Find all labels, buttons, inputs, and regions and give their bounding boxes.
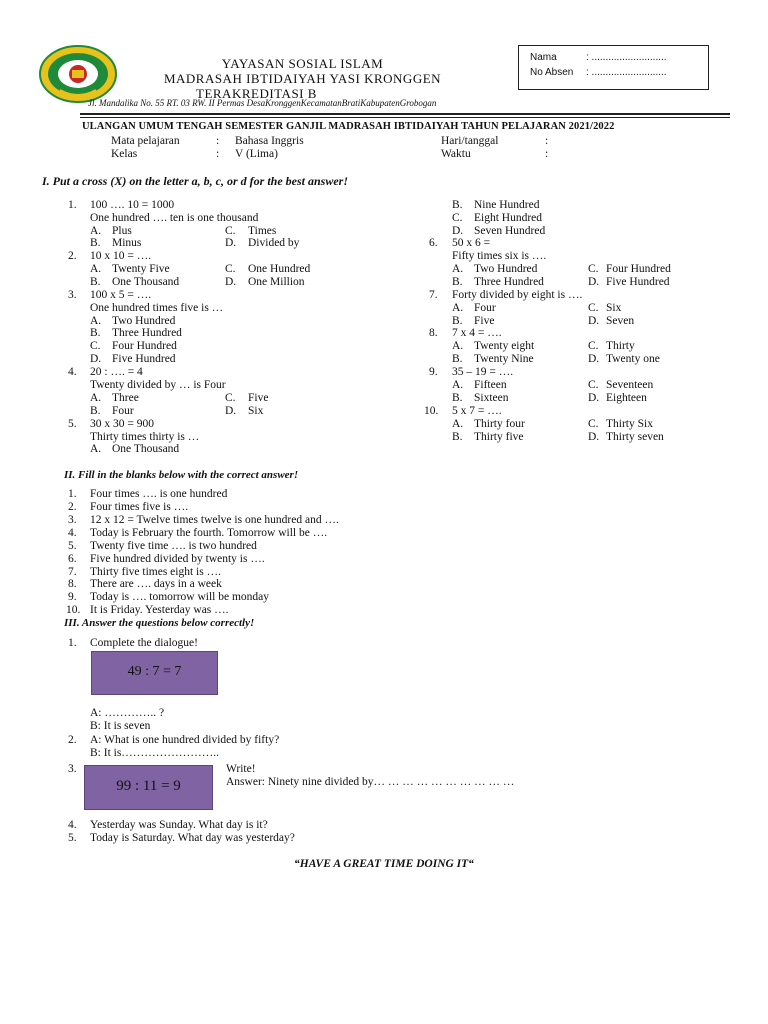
fill-item: Today is February the fourth. Tomorrow will be …. — [90, 527, 328, 539]
q4-number: 4. — [68, 366, 77, 378]
q4-option-c: Five — [248, 392, 269, 404]
q8-option-d: Twenty one — [606, 353, 660, 365]
dialogue-line-a: A: ………….. ? — [90, 707, 165, 719]
q6-option-b: Three Hundred — [474, 276, 544, 288]
fill-item: There are …. days in a week — [90, 578, 222, 590]
q9-option-c-letter[interactable]: C. — [588, 379, 599, 391]
q6-equation: 50 x 6 = — [452, 237, 491, 249]
equation-box-2-text: 99 : 11 = 9 — [116, 778, 181, 794]
q6-option-a: Two Hundred — [474, 263, 538, 275]
q9-number: 9. — [429, 366, 438, 378]
q2-equation: 10 x 10 = …. — [90, 250, 152, 262]
equation-box-2 — [84, 765, 213, 810]
q6-option-c: Four Hundred — [606, 263, 671, 275]
q1-option-d: Divided by — [248, 237, 300, 249]
class-sep: : — [216, 148, 220, 160]
dialogue-line-b: B: It is seven — [90, 720, 151, 732]
q3-option-d-letter[interactable]: D. — [90, 353, 102, 365]
q5-option-a-letter[interactable]: A. — [90, 443, 102, 455]
q10-option-a: Thirty four — [474, 418, 525, 430]
q5-text: Thirty times thirty is … — [90, 431, 200, 443]
q8-option-c-letter[interactable]: C. — [588, 340, 599, 352]
q10-option-b-letter[interactable]: B. — [452, 431, 463, 443]
q1-equation: 100 …. 10 = 1000 — [90, 199, 175, 211]
q7-option-a: Four — [474, 302, 496, 314]
q1-option-d-letter[interactable]: D. — [225, 237, 237, 249]
q10-number: 10. — [424, 405, 439, 417]
q7-option-b: Five — [474, 315, 495, 327]
student-identity-box — [518, 45, 709, 90]
q4-equation: 20 : …. = 4 — [90, 366, 143, 378]
q6-option-d-letter[interactable]: D. — [588, 276, 600, 288]
q2-option-a: Twenty Five — [112, 263, 170, 275]
subject-label: Mata pelajaran — [111, 135, 180, 147]
s3-q2-line-a: A: What is one hundred divided by fifty? — [90, 734, 280, 746]
q9-option-a-letter[interactable]: A. — [452, 379, 464, 391]
q8-option-a-letter[interactable]: A. — [452, 340, 464, 352]
section-2-heading: II. Fill in the blanks below with the correct answer! — [64, 469, 299, 481]
time-label: Waktu — [441, 148, 471, 160]
q1-option-c-letter[interactable]: C. — [225, 225, 236, 237]
q2-option-b: One Thousand — [112, 276, 180, 288]
s3-q1-number: 1. — [68, 637, 77, 649]
s3-q3-number: 3. — [68, 763, 77, 775]
q4-option-d: Six — [248, 405, 264, 417]
q6-option-b-letter[interactable]: B. — [452, 276, 463, 288]
q3-number: 3. — [68, 289, 77, 301]
s3-q2-number: 2. — [68, 734, 77, 746]
fill-item: Four times five is …. — [90, 501, 189, 513]
fill-item: Thirty five times eight is …. — [90, 566, 221, 578]
q10-equation: 5 x 7 = …. — [452, 405, 502, 417]
q3-option-c: Four Hundred — [112, 340, 177, 352]
name-label: Nama — [530, 52, 557, 63]
fill-item-number: 8. — [68, 578, 77, 590]
q5-option-a: One Thousand — [112, 443, 180, 455]
q1-option-a-letter[interactable]: A. — [90, 225, 102, 237]
q8-option-b: Twenty Nine — [474, 353, 534, 365]
q4-text: Twenty divided by … is Four — [90, 379, 226, 391]
q7-option-b-letter[interactable]: B. — [452, 315, 463, 327]
header-rule-thin — [80, 117, 730, 118]
q9-option-b-letter[interactable]: B. — [452, 392, 463, 404]
subject-value: Bahasa Inggris — [235, 135, 304, 147]
q7-option-c: Six — [606, 302, 622, 314]
q4-option-a-letter[interactable]: A. — [90, 392, 102, 404]
q2-option-b-letter[interactable]: B. — [90, 276, 101, 288]
q10-option-c-letter[interactable]: C. — [588, 418, 599, 430]
q4-option-a: Three — [112, 392, 139, 404]
q4-option-c-letter[interactable]: C. — [225, 392, 236, 404]
s3-q3-write: Write! — [226, 763, 256, 775]
subject-sep: : — [216, 135, 220, 147]
q2-option-c-letter[interactable]: C. — [225, 263, 236, 275]
q5-option-d: Seven Hundred — [474, 225, 546, 237]
q7-text: Forty divided by eight is …. — [452, 289, 583, 301]
q10-option-d: Thirty seven — [606, 431, 664, 443]
q8-option-c: Thirty — [606, 340, 635, 352]
foundation-name: YAYASAN SOSIAL ISLAM — [221, 56, 384, 71]
q7-option-a-letter[interactable]: A. — [452, 302, 464, 314]
q5-option-b: Nine Hundred — [474, 199, 540, 211]
school-logo-emblem — [38, 44, 118, 104]
school-name: MADRASAH IBTIDAIYAH YASI KRONGGEN — [163, 71, 442, 86]
accreditation: TERAKREDITASI B — [196, 86, 317, 101]
time-sep: : — [545, 148, 549, 160]
q1-option-b: Minus — [112, 237, 142, 249]
fill-item: Twenty five time …. is two hundred — [90, 540, 257, 552]
header-rule — [80, 113, 730, 115]
fill-item: 12 x 12 = Twelve times twelve is one hundred and …. — [90, 514, 339, 526]
section-3-heading: III. Answer the questions below correctly! — [64, 617, 255, 629]
fill-item: Today is …. tomorrow will be monday — [90, 591, 270, 603]
q3-option-b-letter[interactable]: B. — [90, 327, 101, 339]
absen-label: No Absen — [530, 67, 574, 78]
equation-box-1 — [91, 651, 218, 695]
q10-option-d-letter[interactable]: D. — [588, 431, 600, 443]
q9-option-a: Fifteen — [474, 379, 507, 391]
day-sep: : — [545, 135, 549, 147]
fill-item-number: 3. — [68, 514, 77, 526]
q2-option-c: One Hundred — [248, 263, 311, 275]
q3-equation: 100 x 5 = …. — [90, 289, 152, 301]
s3-q5-text: Today is Saturday. What day was yesterday? — [90, 832, 295, 844]
q10-option-a-letter[interactable]: A. — [452, 418, 464, 430]
fill-item-number: 2. — [68, 501, 77, 513]
s3-q4-number: 4. — [68, 819, 77, 831]
fill-item-number: 4. — [68, 527, 77, 539]
q3-option-d: Five Hundred — [112, 353, 176, 365]
q3-option-c-letter[interactable]: C. — [90, 340, 101, 352]
q8-option-d-letter[interactable]: D. — [588, 353, 600, 365]
class-value: V (Lima) — [235, 148, 278, 160]
section-1-heading: I. Put a cross (X) on the letter a, b, c, or d for the best answer! — [42, 174, 349, 188]
class-label: Kelas — [111, 148, 138, 160]
q1-option-a: Plus — [112, 225, 132, 237]
q10-option-c: Thirty Six — [606, 418, 653, 430]
s3-q1-text: Complete the dialogue! — [90, 637, 198, 649]
q6-option-d: Five Hundred — [606, 276, 670, 288]
q8-number: 8. — [429, 327, 438, 339]
q3-option-a-letter[interactable]: A. — [90, 315, 102, 327]
fill-item-number: 7. — [68, 566, 77, 578]
q5-option-c-letter[interactable]: C. — [452, 212, 463, 224]
q4-option-b-letter[interactable]: B. — [90, 405, 101, 417]
q8-option-a: Twenty eight — [474, 340, 535, 352]
q2-number: 2. — [68, 250, 77, 262]
q7-number: 7. — [429, 289, 438, 301]
fill-item: Four times …. is one hundred — [90, 488, 228, 500]
school-address: Jl. Mandalika No. 55 RT. 03 RW. II Permas DesaKronggenKecamatanBratiKabupatenGrobogan — [88, 98, 437, 108]
q1-option-c: Times — [248, 225, 277, 237]
q3-text: One hundred times five is … — [90, 302, 224, 314]
q2-option-d: One Million — [248, 276, 305, 288]
q5-option-d-letter[interactable]: D. — [452, 225, 464, 237]
fill-item-number: 6. — [68, 553, 77, 565]
q8-option-b-letter[interactable]: B. — [452, 353, 463, 365]
q7-option-d: Seven — [606, 315, 635, 327]
q6-option-a-letter[interactable]: A. — [452, 263, 464, 275]
day-label: Hari/tanggal — [441, 135, 499, 147]
q3-option-a: Two Hundred — [112, 315, 176, 327]
q9-option-b: Sixteen — [474, 392, 509, 404]
q6-text: Fifty times six is …. — [452, 250, 547, 262]
s3-q4-text: Yesterday was Sunday. What day is it? — [90, 819, 268, 831]
q9-option-c: Seventeen — [606, 379, 654, 391]
q3-option-b: Three Hundred — [112, 327, 182, 339]
fill-item: Five hundred divided by twenty is …. — [90, 553, 265, 565]
fill-item-number: 1. — [68, 488, 77, 500]
q5-number: 5. — [68, 418, 77, 430]
q4-option-d-letter[interactable]: D. — [225, 405, 237, 417]
q8-equation: 7 x 4 = …. — [452, 327, 502, 339]
q6-option-c-letter[interactable]: C. — [588, 263, 599, 275]
q9-option-d-letter[interactable]: D. — [588, 392, 600, 404]
q2-option-d-letter[interactable]: D. — [225, 276, 237, 288]
q6-number: 6. — [429, 237, 438, 249]
s3-q5-number: 5. — [68, 832, 77, 844]
name-field[interactable]: : ........................... — [586, 52, 667, 63]
s3-q3-answer: Answer: Ninety nine divided by… … … … … … … … … … — [226, 776, 515, 788]
q5-option-c: Eight Hundred — [474, 212, 543, 224]
q9-equation: 35 – 19 = …. — [452, 366, 514, 378]
q4-option-b: Four — [112, 405, 134, 417]
q7-option-d-letter[interactable]: D. — [588, 315, 600, 327]
equation-box-1-text: 49 : 7 = 7 — [127, 664, 182, 679]
fill-item-number: 5. — [68, 540, 77, 552]
exam-title: ULANGAN UMUM TENGAH SEMESTER GANJIL MADRASAH IBTIDAIYAH TAHUN PELAJARAN 2021/2022 — [82, 121, 615, 132]
q1-option-b-letter[interactable]: B. — [90, 237, 101, 249]
s3-q2-line-b: B: It is…………………….. — [90, 747, 220, 759]
q2-option-a-letter[interactable]: A. — [90, 263, 102, 275]
q1-text: One hundred …. ten is one thousand — [90, 212, 259, 224]
q7-option-c-letter[interactable]: C. — [588, 302, 599, 314]
fill-item-number: 9. — [68, 591, 77, 603]
absen-field[interactable]: : ........................... — [586, 67, 667, 78]
fill-item-number: 10. — [66, 604, 81, 616]
closing-message: “HAVE A GREAT TIME DOING IT“ — [294, 858, 474, 870]
q5-option-b-letter[interactable]: B. — [452, 199, 463, 211]
q10-option-b: Thirty five — [474, 431, 524, 443]
q9-option-d: Eighteen — [606, 392, 647, 404]
fill-item: It is Friday. Yesterday was …. — [90, 604, 229, 616]
q5-equation: 30 x 30 = 900 — [90, 418, 154, 430]
q1-number: 1. — [68, 199, 77, 211]
